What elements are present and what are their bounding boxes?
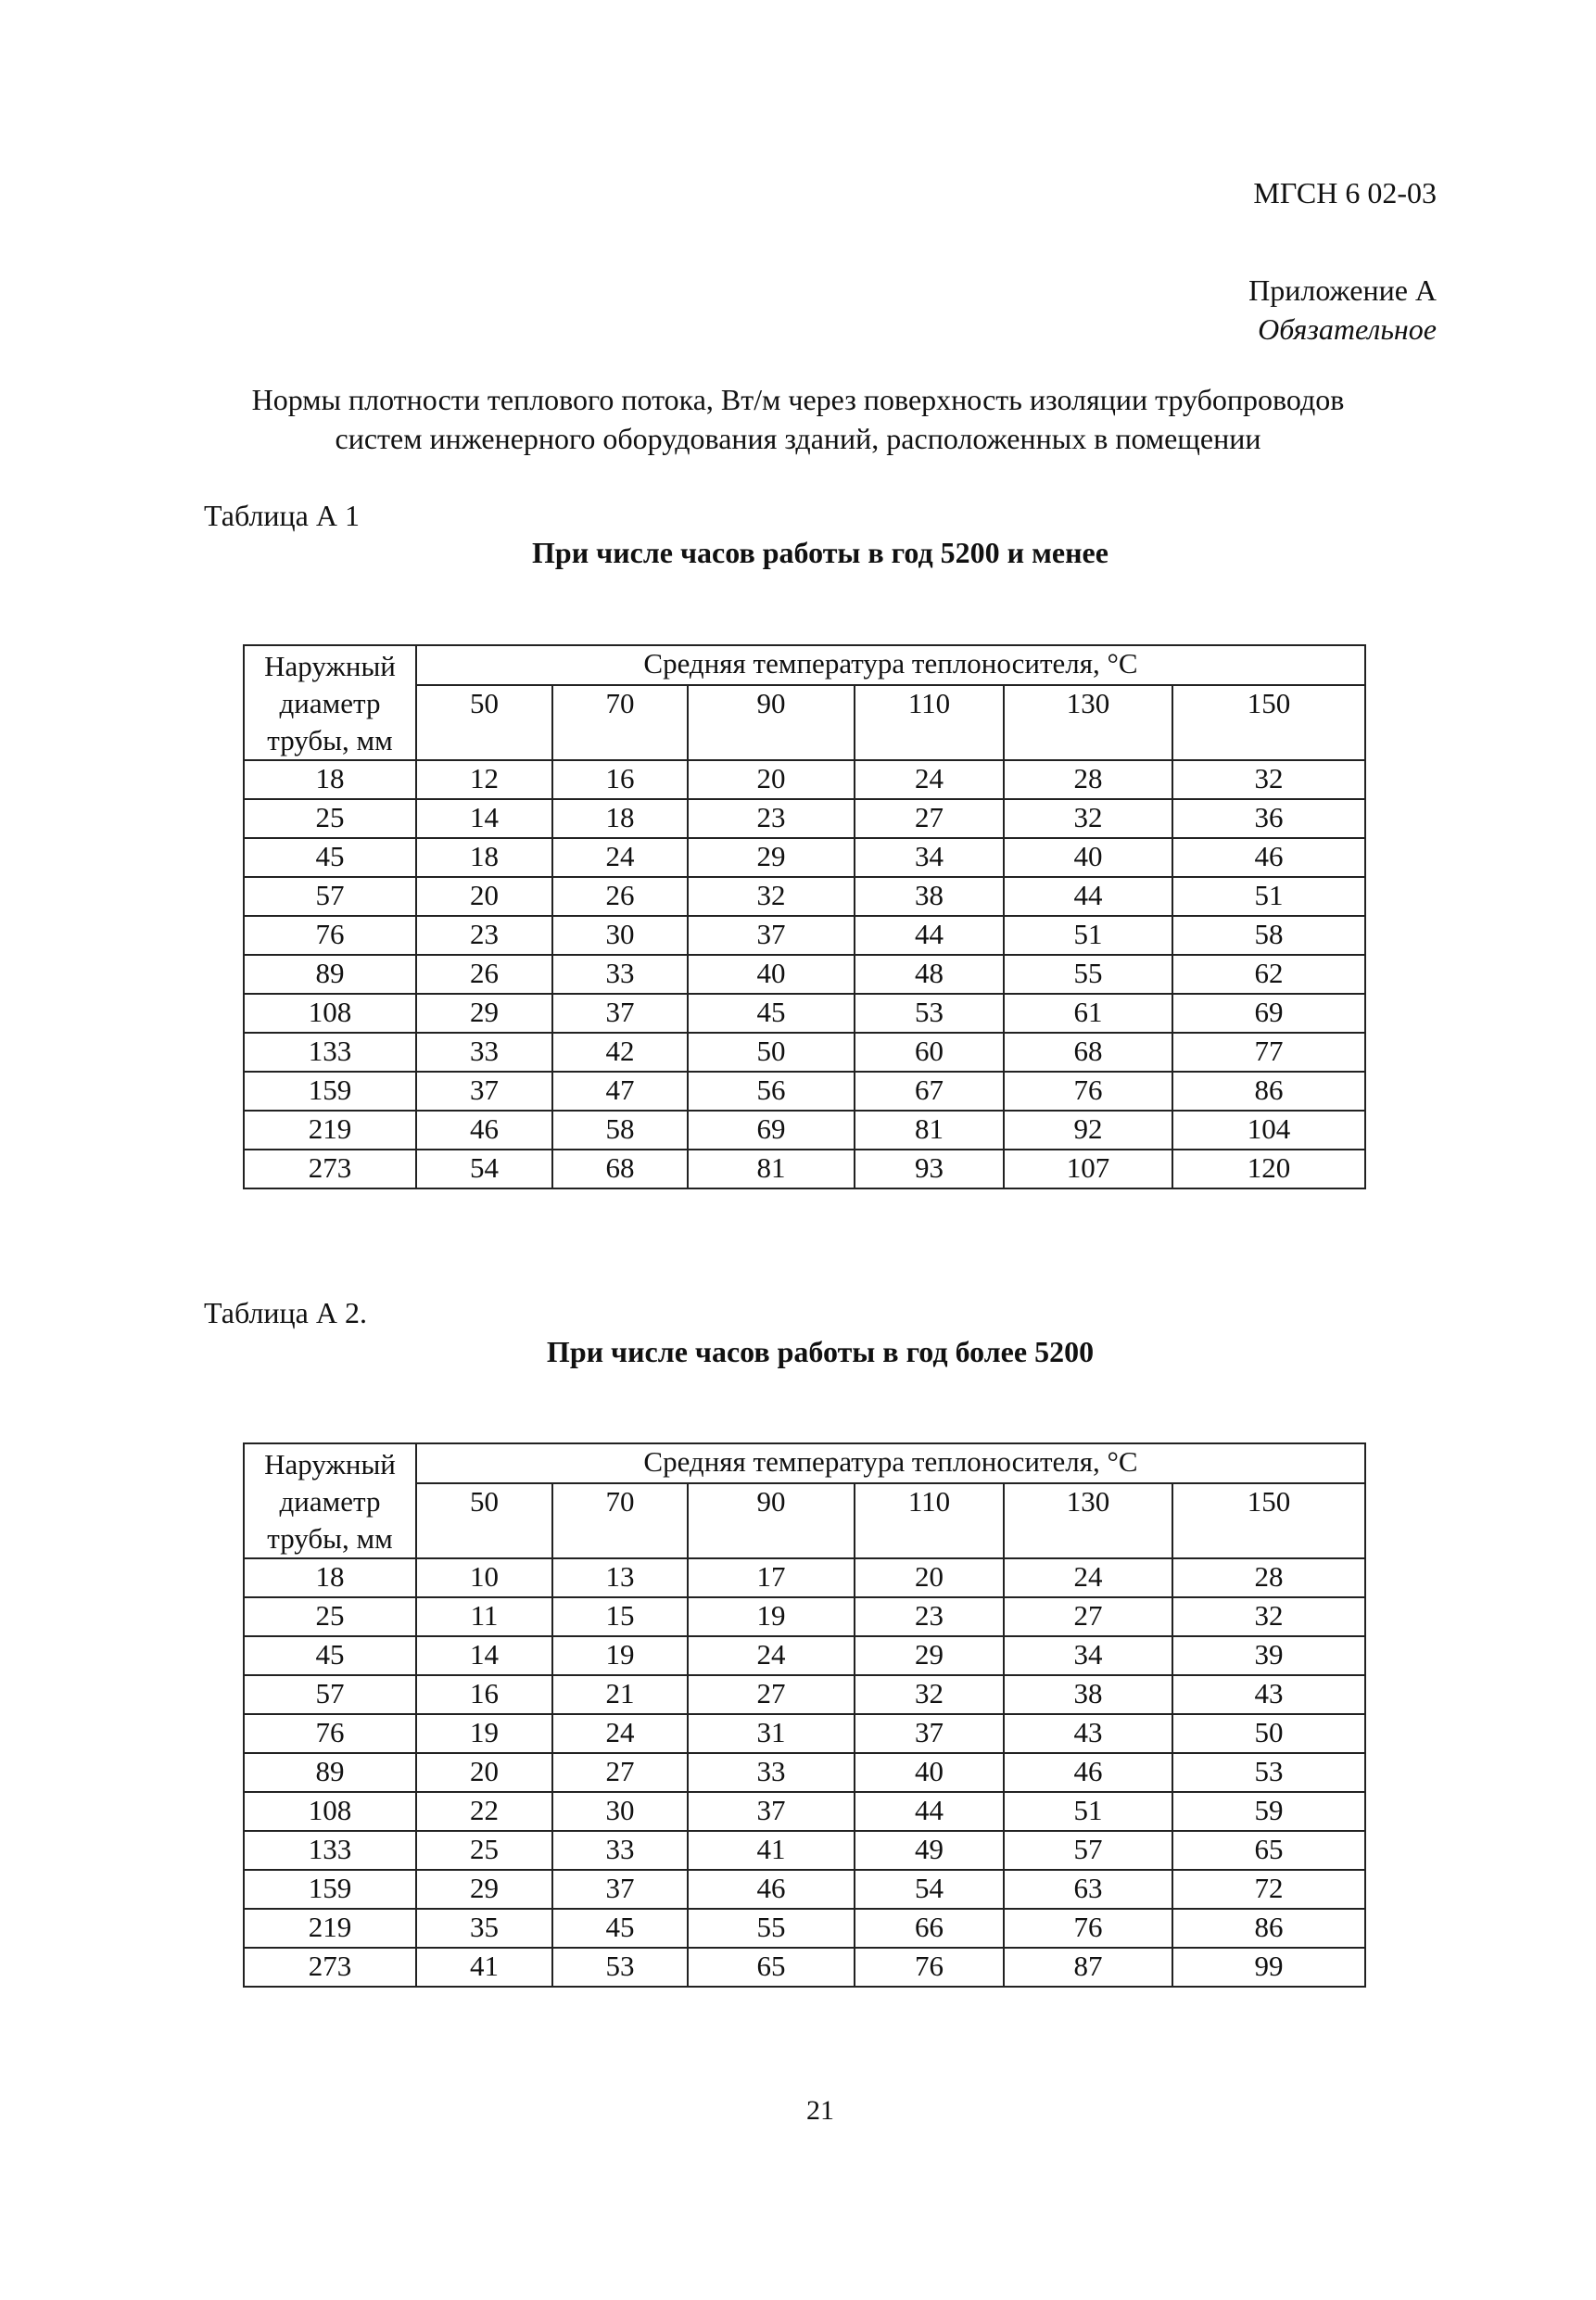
table-cell-value: 67 [855, 1072, 1004, 1111]
table-cell-value: 63 [1004, 1870, 1172, 1909]
table-cell-value: 23 [688, 799, 855, 838]
table-cell-value: 32 [1172, 760, 1365, 799]
table-cell-value: 45 [552, 1909, 688, 1948]
header-row [244, 645, 1365, 685]
column-header-temperature: 110 [855, 1483, 1004, 1558]
table-cell-value: 54 [855, 1870, 1004, 1909]
table-cell-value: 27 [552, 1753, 688, 1792]
table-row [244, 916, 1365, 955]
table-cell-value: 53 [855, 994, 1004, 1033]
appendix-label: Приложение А [1248, 273, 1437, 307]
column-header-diameter-line: трубы, мм [267, 1522, 393, 1555]
table-cell-value: 69 [688, 1111, 855, 1150]
column-header-diameter-line: Наружный [264, 650, 396, 682]
table-cell-diameter: 133 [244, 1831, 416, 1870]
table-cell-value: 76 [1004, 1909, 1172, 1948]
table-cell-value: 48 [855, 955, 1004, 994]
table-cell-diameter: 57 [244, 1675, 416, 1714]
table-cell-value: 41 [688, 1831, 855, 1870]
table-cell-value: 50 [688, 1033, 855, 1072]
table-cell-diameter: 18 [244, 760, 416, 799]
table-body [244, 645, 1365, 1188]
table-label: Таблица А 1 [204, 499, 360, 532]
table-cell-value: 24 [1004, 1558, 1172, 1597]
table-cell-value: 11 [416, 1597, 552, 1636]
table-cell-value: 104 [1172, 1111, 1365, 1150]
table-cell-diameter: 159 [244, 1870, 416, 1909]
table-cell-value: 54 [416, 1150, 552, 1188]
table-cell-diameter: 273 [244, 1948, 416, 1987]
table-cell-value: 35 [416, 1909, 552, 1948]
table-cell-value: 43 [1004, 1714, 1172, 1753]
table-cell-diameter: 108 [244, 1792, 416, 1831]
table-cell-value: 107 [1004, 1150, 1172, 1188]
table-cell-value: 68 [552, 1150, 688, 1188]
table-cell-value: 37 [688, 1792, 855, 1831]
table-cell-diameter: 25 [244, 1597, 416, 1636]
table-cell-value: 33 [688, 1753, 855, 1792]
table-cell-value: 26 [416, 955, 552, 994]
table-cell-value: 20 [416, 877, 552, 916]
table-cell-value: 20 [688, 760, 855, 799]
table-cell-value: 14 [416, 1636, 552, 1675]
table-cell-value: 43 [1172, 1675, 1365, 1714]
table-cell-value: 58 [552, 1111, 688, 1150]
column-header-diameter-line: диаметр [279, 1485, 381, 1518]
table-cell-value: 15 [552, 1597, 688, 1636]
table-row [244, 1636, 1365, 1675]
table-cell-value: 51 [1004, 916, 1172, 955]
table-cell-value: 77 [1172, 1033, 1365, 1072]
table-row [244, 760, 1365, 799]
table-cell-value: 60 [855, 1033, 1004, 1072]
table-row [244, 1072, 1365, 1111]
table-cell-value: 26 [552, 877, 688, 916]
table-cell-value: 46 [1004, 1753, 1172, 1792]
data-table [243, 1442, 1366, 1988]
table-cell-value: 33 [416, 1033, 552, 1072]
table-cell-value: 31 [688, 1714, 855, 1753]
table-cell-value: 29 [416, 994, 552, 1033]
column-header-temperature: 150 [1172, 1483, 1365, 1558]
table-row [244, 1558, 1365, 1597]
column-header-diameter [244, 645, 416, 760]
appendix-status: Обязательное [1258, 312, 1437, 346]
table-cell-value: 65 [1172, 1831, 1365, 1870]
table-cell-value: 19 [416, 1714, 552, 1753]
table-cell-value: 17 [688, 1558, 855, 1597]
table-cell-value: 20 [416, 1753, 552, 1792]
table-cell-value: 87 [1004, 1948, 1172, 1987]
table-cell-value: 53 [552, 1948, 688, 1987]
table-cell-value: 40 [1004, 838, 1172, 877]
table-row [244, 1792, 1365, 1831]
table-cell-value: 86 [1172, 1909, 1365, 1948]
table-row [244, 1831, 1365, 1870]
table-cell-value: 32 [1172, 1597, 1365, 1636]
table-cell-value: 55 [688, 1909, 855, 1948]
column-header-temperature: 90 [688, 1483, 855, 1558]
table-cell-value: 72 [1172, 1870, 1365, 1909]
table-cell-value: 44 [855, 916, 1004, 955]
table-row [244, 955, 1365, 994]
table-cell-value: 42 [552, 1033, 688, 1072]
table-row [244, 1909, 1365, 1948]
table-cell-value: 27 [1004, 1597, 1172, 1636]
table-cell-diameter: 76 [244, 1714, 416, 1753]
table-cell-value: 50 [1172, 1714, 1365, 1753]
table-cell-value: 37 [416, 1072, 552, 1111]
table-cell-value: 120 [1172, 1150, 1365, 1188]
column-header-temperature: 130 [1004, 1483, 1172, 1558]
table-cell-value: 19 [552, 1636, 688, 1675]
table-cell-diameter: 89 [244, 1753, 416, 1792]
table-cell-value: 57 [1004, 1831, 1172, 1870]
appendix-block [1248, 271, 1437, 349]
table-cell-value: 51 [1172, 877, 1365, 916]
table-cell-value: 24 [688, 1636, 855, 1675]
table-cell-diameter: 25 [244, 799, 416, 838]
table-cell-value: 24 [552, 838, 688, 877]
table-cell-value: 27 [688, 1675, 855, 1714]
table-cell-diameter: 89 [244, 955, 416, 994]
table-cell-value: 61 [1004, 994, 1172, 1033]
table-cell-value: 33 [552, 955, 688, 994]
table-subtitle: При числе часов работы в год 5200 и менее [532, 536, 1108, 569]
header-row [244, 1443, 1365, 1483]
column-header-temperature: 130 [1004, 685, 1172, 760]
table-cell-value: 92 [1004, 1111, 1172, 1150]
table-cell-value: 34 [1004, 1636, 1172, 1675]
table-row [244, 877, 1365, 916]
table-cell-value: 81 [855, 1111, 1004, 1150]
table-cell-value: 58 [1172, 916, 1365, 955]
table-cell-value: 37 [855, 1714, 1004, 1753]
table-cell-value: 86 [1172, 1072, 1365, 1111]
table-cell-diameter: 159 [244, 1072, 416, 1111]
table-cell-value: 30 [552, 916, 688, 955]
table-cell-value: 30 [552, 1792, 688, 1831]
table-cell-value: 39 [1172, 1636, 1365, 1675]
page-number: 21 [806, 2095, 834, 2126]
column-header-temperature: 150 [1172, 685, 1365, 760]
table-cell-value: 68 [1004, 1033, 1172, 1072]
document-code: МГСН 6 02-03 [1253, 176, 1437, 210]
table-cell-value: 51 [1004, 1792, 1172, 1831]
table-cell-value: 76 [1004, 1072, 1172, 1111]
table-cell-value: 32 [688, 877, 855, 916]
table-cell-value: 29 [416, 1870, 552, 1909]
table-row [244, 1033, 1365, 1072]
table-cell-value: 29 [855, 1636, 1004, 1675]
table-cell-value: 37 [552, 994, 688, 1033]
table-cell-value: 76 [855, 1948, 1004, 1987]
column-header-diameter-line: трубы, мм [267, 724, 393, 756]
table-cell-value: 40 [688, 955, 855, 994]
column-header-diameter [244, 1443, 416, 1558]
table-cell-value: 65 [688, 1948, 855, 1987]
column-header-temperature: 90 [688, 685, 855, 760]
heading-line-2: систем инженерного оборудования зданий, расположенных в помещении [335, 422, 1261, 455]
table-row [244, 838, 1365, 877]
column-header-temperature: 70 [552, 685, 688, 760]
column-group-header-temperature: Средняя температура теплоносителя, °С [416, 645, 1365, 685]
table-cell-value: 46 [688, 1870, 855, 1909]
table-cell-value: 38 [855, 877, 1004, 916]
table-cell-value: 23 [416, 916, 552, 955]
table-cell-value: 18 [552, 799, 688, 838]
table-cell-value: 99 [1172, 1948, 1365, 1987]
table-cell-value: 59 [1172, 1792, 1365, 1831]
table-cell-value: 23 [855, 1597, 1004, 1636]
column-header-temperature: 50 [416, 1483, 552, 1558]
table-body [244, 1443, 1365, 1987]
table-cell-value: 46 [1172, 838, 1365, 877]
table-cell-value: 12 [416, 760, 552, 799]
table-cell-value: 33 [552, 1831, 688, 1870]
column-header-diameter-line: диаметр [279, 687, 381, 719]
table-row [244, 994, 1365, 1033]
table-cell-value: 16 [552, 760, 688, 799]
table-cell-value: 32 [855, 1675, 1004, 1714]
table-cell-value: 25 [416, 1831, 552, 1870]
table-cell-value: 69 [1172, 994, 1365, 1033]
table-row [244, 1111, 1365, 1150]
table-cell-value: 10 [416, 1558, 552, 1597]
table-cell-diameter: 273 [244, 1150, 416, 1188]
table-cell-value: 40 [855, 1753, 1004, 1792]
table-row [244, 1150, 1365, 1188]
table-cell-value: 45 [688, 994, 855, 1033]
data-table [243, 644, 1366, 1189]
table-cell-value: 28 [1172, 1558, 1365, 1597]
table-row [244, 1597, 1365, 1636]
table-cell-diameter: 76 [244, 916, 416, 955]
table-row [244, 1675, 1365, 1714]
table-cell-value: 28 [1004, 760, 1172, 799]
table-cell-value: 93 [855, 1150, 1004, 1188]
table-cell-value: 27 [855, 799, 1004, 838]
column-header-temperature: 110 [855, 685, 1004, 760]
table-row [244, 1948, 1365, 1987]
table-cell-value: 20 [855, 1558, 1004, 1597]
document-heading [0, 380, 1596, 458]
table-row [244, 1870, 1365, 1909]
table-cell-value: 22 [416, 1792, 552, 1831]
table-cell-diameter: 219 [244, 1909, 416, 1948]
table-cell-value: 55 [1004, 955, 1172, 994]
table-cell-diameter: 57 [244, 877, 416, 916]
table-cell-value: 18 [416, 838, 552, 877]
table-cell-value: 24 [552, 1714, 688, 1753]
table-row [244, 1714, 1365, 1753]
table-cell-value: 14 [416, 799, 552, 838]
table-cell-value: 37 [552, 1870, 688, 1909]
table-cell-diameter: 45 [244, 1636, 416, 1675]
table-cell-diameter: 219 [244, 1111, 416, 1150]
table-cell-diameter: 18 [244, 1558, 416, 1597]
column-group-header-temperature: Средняя температура теплоносителя, °С [416, 1443, 1365, 1483]
table-cell-value: 41 [416, 1948, 552, 1987]
table-cell-value: 24 [855, 760, 1004, 799]
table-cell-diameter: 45 [244, 838, 416, 877]
table-cell-value: 53 [1172, 1753, 1365, 1792]
table-cell-value: 32 [1004, 799, 1172, 838]
column-header-temperature: 50 [416, 685, 552, 760]
table-cell-value: 49 [855, 1831, 1004, 1870]
heading-line-1: Нормы плотности теплового потока, Вт/м через поверхность изоляции трубопроводов [251, 383, 1345, 416]
table-cell-value: 29 [688, 838, 855, 877]
table-cell-value: 36 [1172, 799, 1365, 838]
column-header-diameter-line: Наружный [264, 1448, 396, 1480]
table-cell-diameter: 108 [244, 994, 416, 1033]
table-cell-value: 21 [552, 1675, 688, 1714]
table-cell-value: 13 [552, 1558, 688, 1597]
table-cell-value: 37 [688, 916, 855, 955]
table-cell-value: 46 [416, 1111, 552, 1150]
table-cell-value: 47 [552, 1072, 688, 1111]
table-cell-value: 44 [855, 1792, 1004, 1831]
table-cell-value: 56 [688, 1072, 855, 1111]
table-cell-value: 38 [1004, 1675, 1172, 1714]
table-row [244, 1753, 1365, 1792]
table-row [244, 799, 1365, 838]
table-cell-value: 62 [1172, 955, 1365, 994]
table-cell-value: 16 [416, 1675, 552, 1714]
table-cell-value: 81 [688, 1150, 855, 1188]
table-subtitle: При числе часов работы в год более 5200 [546, 1335, 1095, 1368]
table-cell-value: 34 [855, 838, 1004, 877]
table-cell-value: 19 [688, 1597, 855, 1636]
table-cell-value: 44 [1004, 877, 1172, 916]
column-header-temperature: 70 [552, 1483, 688, 1558]
table-label: Таблица А 2. [204, 1296, 367, 1329]
table-cell-value: 66 [855, 1909, 1004, 1948]
table-cell-diameter: 133 [244, 1033, 416, 1072]
